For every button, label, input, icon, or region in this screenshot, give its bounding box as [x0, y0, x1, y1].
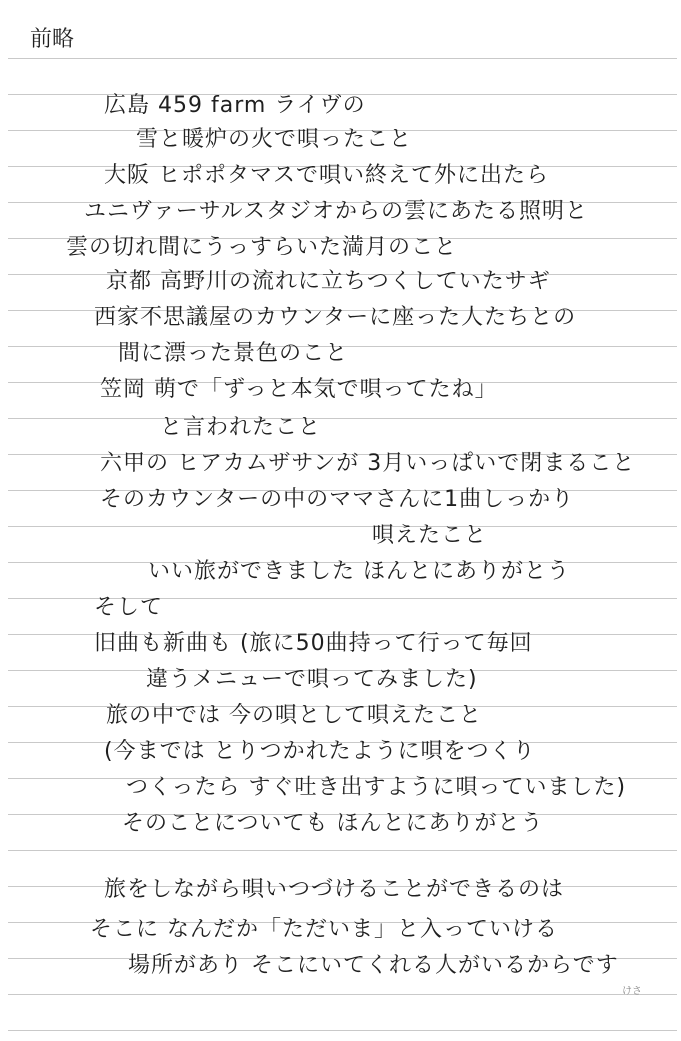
- letter-line: 雲の切れ間にうっすらいた満月のこと: [66, 235, 458, 260]
- letter-salutation: 前略: [30, 27, 75, 52]
- ruled-line: [8, 58, 677, 59]
- ruled-line: [8, 1030, 677, 1031]
- letter-line: 旅の中では 今の唄として唄えたこと: [106, 703, 482, 728]
- letter-line: いい旅ができました ほんとにありがとう: [148, 559, 570, 584]
- letter-line: 唄えたこと: [372, 523, 488, 548]
- letter-line: 旧曲も新曲も (旅に50曲持って行って毎回: [94, 631, 533, 656]
- letter-line: そこに なんだか「ただいま」と入っていける: [90, 917, 558, 942]
- letter-line: 間に漂った景色のこと: [118, 341, 349, 366]
- letter-line: そのカウンターの中のママさんに1曲しっかり: [100, 487, 575, 512]
- letter-line: ユニヴァーサルスタジオからの雲にあたる照明と: [84, 199, 589, 224]
- ruled-line: [8, 994, 677, 995]
- letter-line: 西家不思議屋のカウンターに座った人たちとの: [94, 305, 577, 330]
- letter-line: と言われたこと: [160, 415, 322, 440]
- letter-line: 雪と暖炉の火で唄ったこと: [136, 127, 413, 152]
- letter-line: 旅をしながら唄いつづけることができるのは: [104, 877, 565, 902]
- ruled-line: [8, 850, 677, 851]
- letter-line: 京都 高野川の流れに立ちつくしていたサギ: [106, 269, 551, 294]
- letter-line: 六甲の ヒアカムザサンが 3月いっぱいで閉まること: [100, 451, 636, 476]
- signature-mark: けさ: [622, 986, 642, 997]
- letter-line: (今までは とりつかれたように唄をつくり: [104, 739, 536, 764]
- letter-line: 違うメニューで唄ってみました): [146, 667, 478, 692]
- letter-line: 広島 459 farm ライヴの: [104, 93, 366, 118]
- letter-line: 大阪 ヒポポタマスで唄い終えて外に出たら: [104, 163, 549, 188]
- letter-line: そのことについても ほんとにありがとう: [122, 811, 544, 836]
- ruled-line: [8, 526, 677, 527]
- letter-line: そして: [94, 595, 164, 620]
- letter-line: 笠岡 萌で「ずっと本気で唄ってたね」: [100, 377, 498, 402]
- letter-line: 場所があり そこにいてくれる人がいるからです: [128, 953, 619, 978]
- ruled-line: [8, 418, 677, 419]
- letter-line: つくったら すぐ吐き出すように唄っていました): [126, 775, 627, 800]
